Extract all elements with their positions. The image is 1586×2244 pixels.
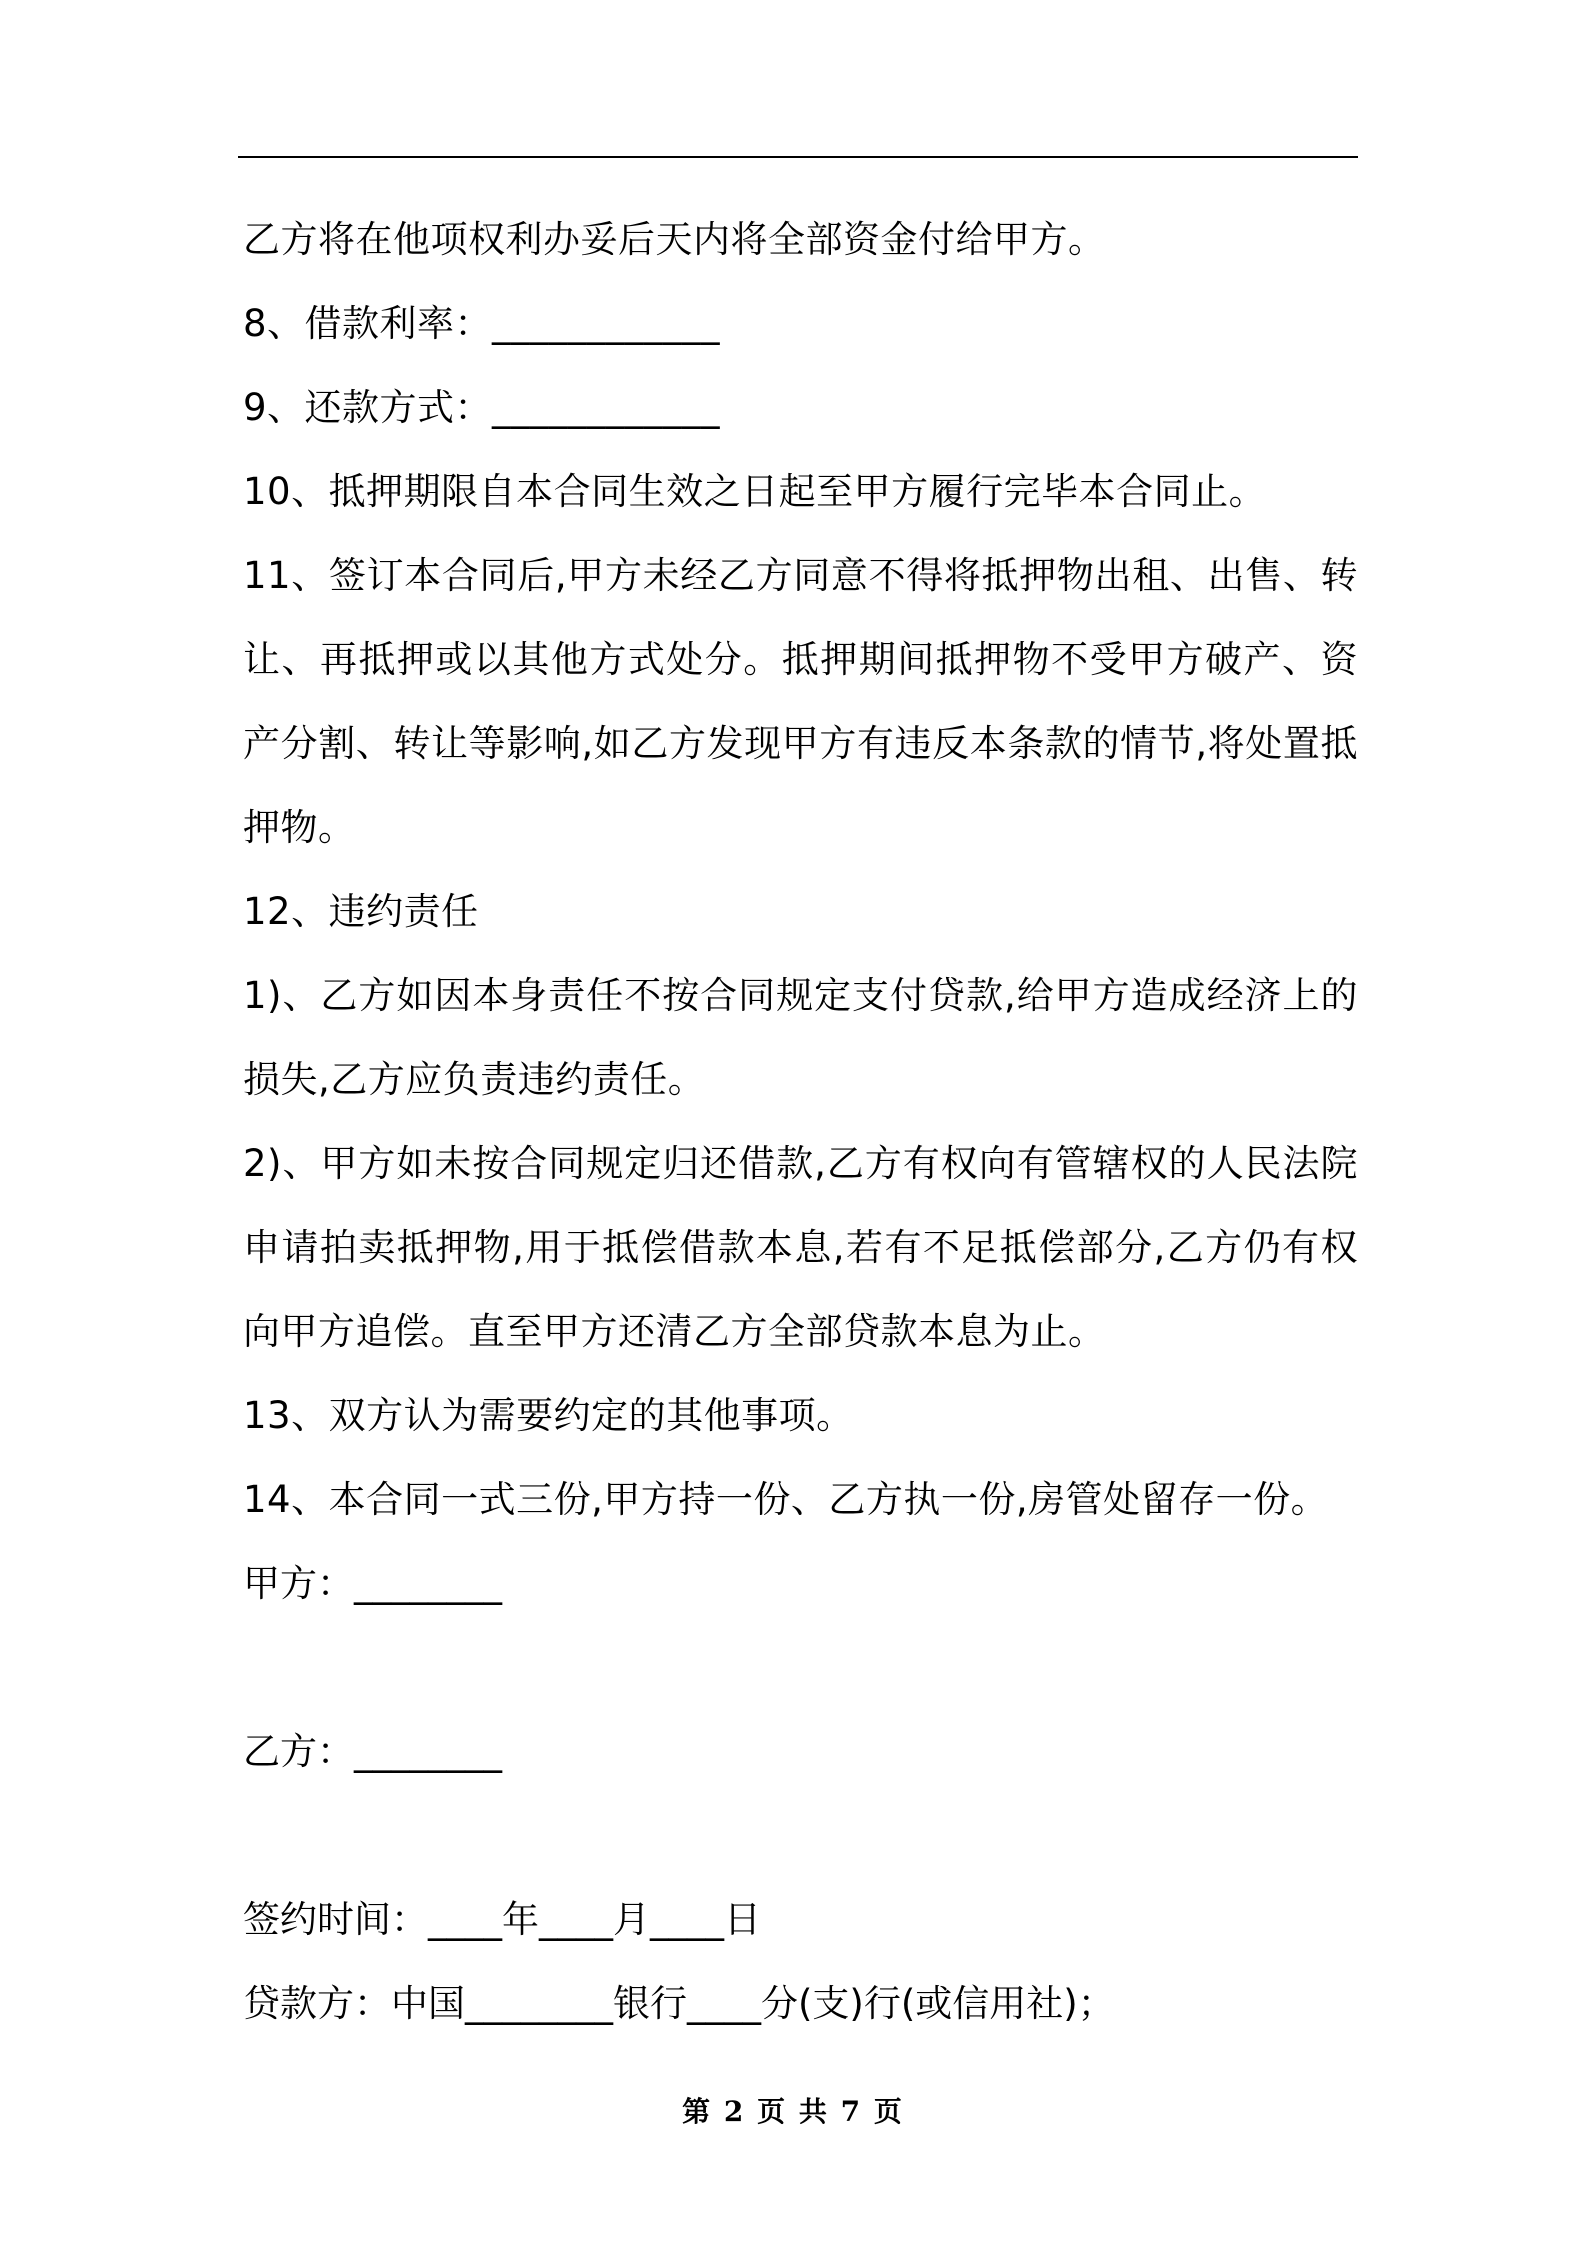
clause-9-repayment-method: 9、还款方式：____________ [243, 386, 721, 429]
page-number: 第 2 页 共 7 页 [682, 2095, 904, 2128]
clause-12-item-2: 2)、甲方如未按合同规定归还借款,乙方有权向有管辖权的人民法院申请拍卖抵押物,用于抵偿借款本息,若有不足抵偿部分,乙方仍有权向甲方追偿。直至甲方还清乙方全部贷款本息为止。 [243, 1142, 1358, 1353]
spacer [243, 1794, 1358, 1878]
spacer [243, 1626, 1358, 1710]
clause-12-liability-heading: 12、违约责任 [243, 890, 479, 933]
clause-13-other-matters: 13、双方认为需要约定的其他事项。 [243, 1394, 854, 1437]
paragraph-payment: 乙方将在他项权利办妥后天内将全部资金付给甲方。 [243, 218, 1106, 261]
party-b-signature: 乙方：________ [243, 1730, 502, 1773]
lender-line: 贷款方：中国________银行____分(支)行(或信用社)； [243, 1982, 1115, 2025]
party-a-signature: 甲方：________ [243, 1562, 502, 1605]
signing-date: 签约时间：____年____月____日 [243, 1898, 761, 1941]
clause-14-copies: 14、本合同一式三份,甲方持一份、乙方执一份,房管处留存一份。 [243, 1478, 1329, 1521]
clause-10-mortgage-term: 10、抵押期限自本合同生效之日起至甲方履行完毕本合同止。 [243, 470, 1267, 513]
clause-11-disposal-restriction: 11、签订本合同后,甲方未经乙方同意不得将抵押物出租、出售、转让、再抵押或以其他方式处分。抵押期间抵押物不受甲方破产、资产分割、转让等影响,如乙方发现甲方有违反本条款的情节,将处置抵押物。 [243, 554, 1358, 849]
document-body [243, 198, 1358, 2046]
clause-12-item-1: 1)、乙方如因本身责任不按合同规定支付贷款,给甲方造成经济上的损失,乙方应负责违约责任。 [243, 974, 1358, 1101]
clause-8-interest-rate: 8、借款利率：____________ [243, 302, 721, 345]
header-rule [238, 156, 1358, 158]
